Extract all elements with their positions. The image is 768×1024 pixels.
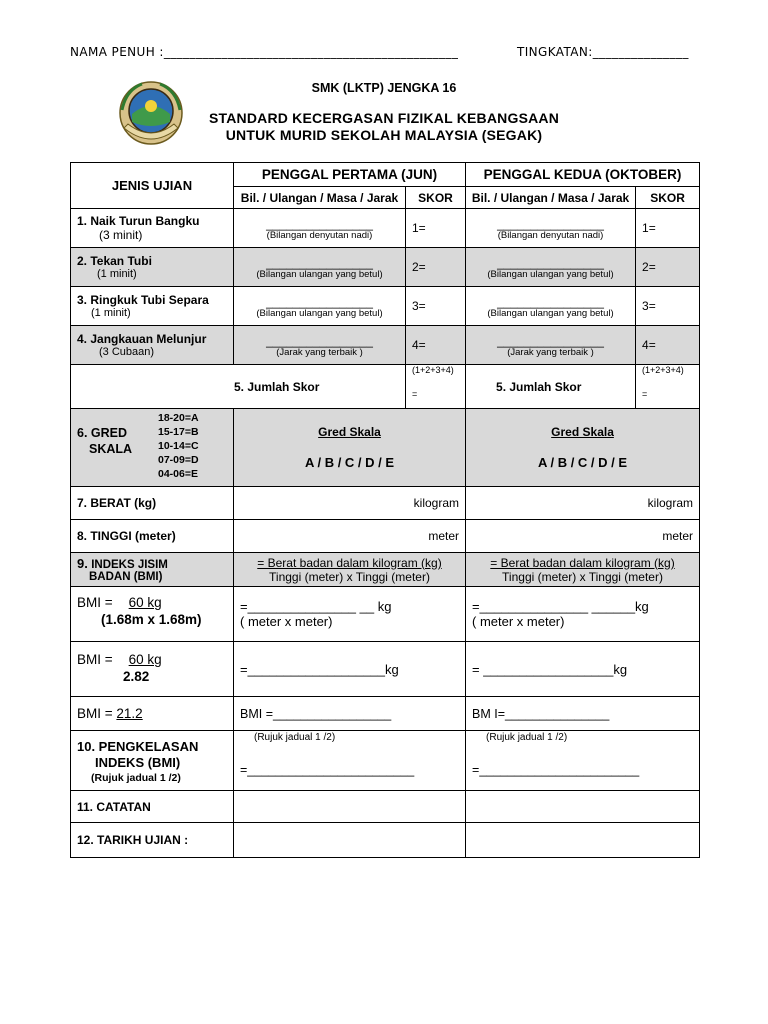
tingkatan-label: TINGKATAN:_______________	[517, 45, 689, 59]
bil-header-p1: Bil. / Ulangan / Masa / Jarak	[234, 187, 406, 209]
bmi-result-p1[interactable]: BMI =_________________	[234, 697, 466, 731]
bmi-index-label: 9. INDEKS JISIM BADAN (BMI)	[71, 553, 234, 587]
jenis-ujian-header: JENIS UJIAN	[71, 163, 234, 209]
gred-scale-list: 18-20=A 15-17=B 10-14=C 07-09=D 04-06=E	[158, 412, 199, 480]
skor-cell-p2[interactable]: 2=	[636, 248, 700, 287]
test-input-p2[interactable]: ________________ (Bilangan ulangan yang betul)	[466, 287, 636, 326]
tarikh-field-p2[interactable]	[466, 823, 700, 858]
bmi-calc-2-p2[interactable]: = __________________kg	[466, 642, 700, 697]
test-input-p1[interactable]: ________________ (Bilangan ulangan yang betul)	[234, 287, 406, 326]
bmi-example-3: BMI = 21.2	[71, 697, 234, 731]
skor-cell-p2[interactable]: 1=	[636, 209, 700, 248]
catatan-label: 11. CATATAN	[71, 791, 234, 823]
test-input-p1[interactable]: ________________ (Bilangan ulangan yang betul)	[234, 248, 406, 287]
bmi-formula-p2: = Berat badan dalam kilogram (kg) Tinggi (meter) x Tinggi (meter)	[466, 553, 700, 587]
test-input-p2[interactable]: ________________ (Jarak yang terbaik )	[466, 326, 636, 365]
bmi-calc-2-p1[interactable]: =___________________kg	[234, 642, 466, 697]
skor-cell-p2[interactable]: 4=	[636, 326, 700, 365]
tinggi-field-p1[interactable]: meter	[234, 520, 466, 553]
test-input-p2[interactable]: ________________ (Bilangan ulangan yang betul)	[466, 248, 636, 287]
skor-cell-p1[interactable]: 4=	[406, 326, 466, 365]
jumlah-skor-cell-p1[interactable]: (1+2+3+4) =	[406, 365, 466, 409]
skor-cell-p1[interactable]: 3=	[406, 287, 466, 326]
tinggi-field-p2[interactable]: meter	[466, 520, 700, 553]
penggal-kedua-header: PENGGAL KEDUA (OKTOBER)	[466, 163, 700, 187]
skor-cell-p2[interactable]: 3=	[636, 287, 700, 326]
bmi-calc-1-p2[interactable]: =_______________ ______kg ( meter x meter)	[466, 587, 700, 642]
test-row	[71, 209, 700, 248]
test-input-p1[interactable]: ________________ (Jarak yang terbaik )	[234, 326, 406, 365]
test-input-p1[interactable]: ________________ (Bilangan denyutan nadi)	[234, 209, 406, 248]
jumlah-skor-label-p2: 5. Jumlah Skor	[466, 365, 636, 409]
pengkelasan-field-p1[interactable]: (Rujuk jadual 1 /2) =________________________	[234, 731, 466, 791]
gred-skala-p1[interactable]: Gred Skala A / B / C / D / E	[234, 409, 466, 487]
test-row	[71, 287, 700, 326]
bmi-example-1: BMI = 60 kg (1.68m x 1.68m)	[71, 587, 234, 642]
bmi-calc-1-p1[interactable]: =_______________ __ kg ( meter x meter)	[234, 587, 466, 642]
test-label: 4. Jangkauan Melunjur (3 Cubaan)	[71, 326, 234, 365]
pengkelasan-field-p2[interactable]: (Rujuk jadual 1 /2) =_______________________	[466, 731, 700, 791]
nama-penuh-label: NAMA PENUH :______________________________________________	[70, 45, 459, 59]
test-row	[71, 326, 700, 365]
skor-cell-p1[interactable]: 2=	[406, 248, 466, 287]
test-label: 3. Ringkuk Tubi Separa (1 minit)	[71, 287, 234, 326]
bmi-formula-p1: = Berat badan dalam kilogram (kg) Tinggi (meter) x Tinggi (meter)	[234, 553, 466, 587]
form-title-line2: UNTUK MURID SEKOLAH MALAYSIA (SEGAK)	[225, 127, 543, 143]
test-row	[71, 248, 700, 287]
test-input-p2[interactable]: ________________ (Bilangan denyutan nadi)	[466, 209, 636, 248]
skor-cell-p1[interactable]: 1=	[406, 209, 466, 248]
pengkelasan-label: 10. PENGKELASAN INDEKS (BMI) (Rujuk jadual 1 /2)	[71, 731, 234, 791]
tarikh-field-p1[interactable]	[234, 823, 466, 858]
catatan-field-p2[interactable]	[466, 791, 700, 823]
school-name: SMK (LKTP) JENGKA 16	[311, 81, 457, 95]
berat-field-p2[interactable]: kilogram	[466, 487, 700, 520]
test-label: 2. Tekan Tubi (1 minit)	[71, 248, 234, 287]
segak-form-table	[70, 162, 700, 858]
tinggi-label: 8. TINGGI (meter)	[71, 520, 234, 553]
nama-penuh-field[interactable]: ______________________________________________	[163, 45, 459, 59]
berat-label: 7. BERAT (kg)	[71, 487, 234, 520]
bmi-example-2: BMI = 60 kg 2.82	[71, 642, 234, 697]
jumlah-skor-label-p1: 5. Jumlah Skor	[71, 365, 406, 409]
penggal-pertama-header: PENGGAL PERTAMA (JUN)	[234, 163, 466, 187]
test-label: 1. Naik Turun Bangku (3 minit)	[71, 209, 234, 248]
jumlah-skor-cell-p2[interactable]: (1+2+3+4) =	[636, 365, 700, 409]
gred-skala-label: 6. GRED SKALA 18-20=A 15-17=B 10-14=C 07-09=D 04-06=E	[71, 409, 234, 487]
tarikh-ujian-label: 12. TARIKH UJIAN :	[71, 823, 234, 858]
skor-header-p2: SKOR	[636, 187, 700, 209]
gred-skala-p2[interactable]: Gred Skala A / B / C / D / E	[466, 409, 700, 487]
form-title-line1: STANDARD KECERGASAN FIZIKAL KEBANGSAAN	[208, 110, 560, 126]
berat-field-p1[interactable]: kilogram	[234, 487, 466, 520]
skor-header-p1: SKOR	[406, 187, 466, 209]
bmi-result-p2[interactable]: BM I=_______________	[466, 697, 700, 731]
tingkatan-field[interactable]: _______________	[592, 45, 689, 59]
catatan-field-p1[interactable]	[234, 791, 466, 823]
bil-header-p2: Bil. / Ulangan / Masa / Jarak	[466, 187, 636, 209]
